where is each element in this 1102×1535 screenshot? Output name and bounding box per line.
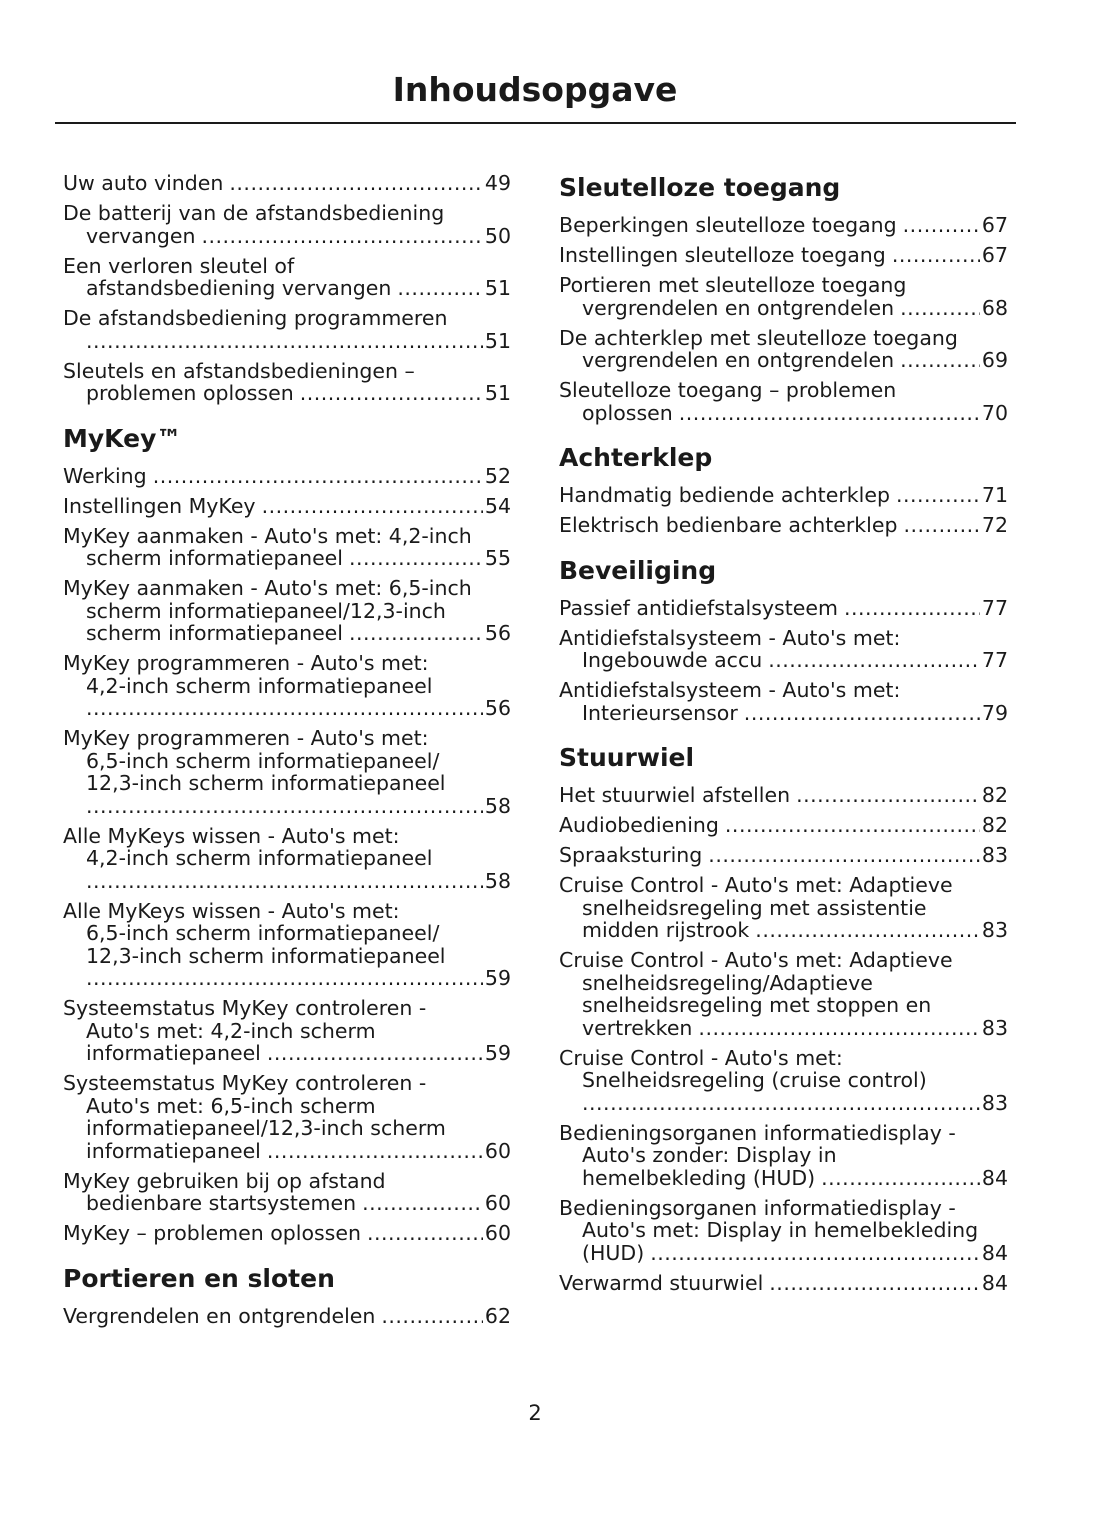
dot-leader — [86, 870, 483, 893]
toc-page-number: 51 — [484, 328, 511, 353]
dot-leader — [86, 697, 483, 720]
toc-page-number: 72 — [981, 513, 1008, 537]
toc-entry[interactable] — [63, 1222, 511, 1245]
toc-entry-line: Audiobediening — [559, 813, 719, 837]
toc-page-number: 67 — [981, 243, 1008, 267]
toc-entry[interactable] — [63, 1305, 511, 1328]
toc-entry-line: 6,5-inch scherm informatiepaneel/ — [86, 921, 440, 945]
dot-leader — [821, 1167, 980, 1190]
dot-leader — [349, 547, 483, 570]
dot-leader — [796, 784, 980, 807]
section-title: Portieren en sloten — [63, 1263, 335, 1293]
toc-entry-line: Alle MyKeys wissen - Auto's met: — [63, 823, 400, 848]
toc-page-number: 70 — [981, 400, 1008, 425]
toc-page-number: 84 — [981, 1240, 1008, 1265]
toc-entry-line: snelheidsregeling met assistentie — [582, 895, 927, 920]
toc-entry[interactable] — [63, 495, 511, 518]
toc-page-number: 56 — [484, 696, 511, 720]
toc-entry-line: Uw auto vinden — [63, 171, 224, 195]
toc-entry-line: Een verloren sleutel of — [63, 253, 295, 278]
toc-entry[interactable] — [63, 172, 511, 195]
dot-leader — [153, 465, 483, 488]
toc-page-number: 50 — [484, 223, 511, 248]
toc-entry-line: MyKey – problemen oplossen — [63, 1221, 361, 1245]
dot-leader — [844, 597, 980, 620]
dot-leader — [744, 702, 980, 725]
toc-entry[interactable] — [559, 244, 1008, 267]
section-title: Sleutelloze toegang — [559, 173, 841, 202]
toc-entry-line: De afstandsbediening programmeren — [63, 306, 448, 330]
toc-entry-line: Bedieningsorganen informatiedisplay - — [559, 1195, 956, 1220]
section-title: Achterklep — [559, 443, 713, 472]
toc-page-number: 77 — [981, 648, 1008, 672]
toc-entry[interactable] — [63, 825, 511, 893]
toc-entry-line: Auto's met: Display in hemelbekleding — [582, 1218, 979, 1242]
toc-entry-line: Interieursensor — [582, 700, 738, 725]
toc-entry-line: Portieren met sleutelloze toegang — [559, 273, 907, 297]
toc-entry-line: MyKey aanmaken - Auto's met: 6,5-inch — [63, 576, 472, 600]
dot-leader — [582, 1092, 980, 1115]
toc-page-number: 51 — [484, 276, 511, 300]
toc-page-number: 77 — [981, 595, 1008, 620]
toc-page-number: 67 — [981, 213, 1008, 237]
toc-entry-line: Instellingen sleutelloze toegang — [559, 243, 886, 267]
dot-leader — [86, 795, 483, 818]
toc-entry-line: Auto's met: 4,2-inch scherm — [86, 1018, 376, 1043]
toc-entry-line: Cruise Control - Auto's met: Adaptieve — [559, 948, 953, 972]
toc-entry[interactable] — [559, 627, 1008, 672]
toc-entry[interactable] — [63, 360, 511, 405]
toc-entry-line: 12,3-inch scherm informatiepaneel — [86, 771, 446, 795]
toc-page-number: 60 — [484, 1221, 511, 1245]
toc-entry[interactable] — [559, 214, 1008, 237]
toc-entry[interactable] — [63, 997, 511, 1065]
toc-page-number: 58 — [484, 868, 511, 893]
toc-entry-line: vergrendelen en ontgrendelen — [582, 348, 895, 372]
toc-entry[interactable] — [63, 900, 511, 990]
toc-entry-line: scherm informatiepaneel — [86, 621, 343, 645]
toc-entry-line: scherm informatiepaneel/12,3-inch — [86, 598, 446, 623]
toc-entry-line: Systeemstatus MyKey controleren - — [63, 996, 427, 1020]
dot-leader — [900, 349, 980, 372]
toc-entry[interactable] — [559, 874, 1008, 942]
toc-entry[interactable] — [559, 1272, 1008, 1295]
toc-page-number: 84 — [981, 1270, 1008, 1295]
page-title: Inhoudsopgave — [392, 70, 678, 109]
dot-leader — [679, 402, 980, 425]
toc-entry-line: bedienbare startsystemen — [86, 1191, 357, 1215]
dot-leader — [362, 1192, 483, 1215]
toc-entry[interactable] — [559, 1197, 1008, 1265]
toc-section — [559, 557, 1008, 725]
toc-page-number: 51 — [484, 381, 511, 405]
toc-entry-line: 12,3-inch scherm informatiepaneel — [86, 943, 446, 968]
dot-leader — [900, 297, 980, 320]
section-title: MyKey™ — [63, 423, 182, 453]
toc-page-number: 59 — [484, 966, 511, 990]
toc-section — [559, 744, 1008, 1294]
toc-entry[interactable] — [63, 1072, 511, 1162]
dot-leader — [769, 1272, 980, 1295]
toc-entry-line: Antidiefstalsysteem - Auto's met: — [559, 678, 901, 702]
toc-entry-line: Cruise Control - Auto's met: — [559, 1045, 843, 1070]
toc-entry-line: De batterij van de afstandsbediening — [63, 201, 445, 225]
toc-entry[interactable] — [63, 465, 511, 488]
dot-leader — [725, 814, 980, 837]
toc-page-number: 83 — [981, 843, 1008, 867]
toc-entry[interactable] — [63, 652, 511, 720]
toc-entry-line: hemelbekleding (HUD) — [582, 1165, 816, 1190]
toc-entry-line: MyKey aanmaken - Auto's met: 4,2-inch — [63, 523, 472, 548]
toc-entry[interactable] — [63, 727, 511, 817]
toc-entry-line: 6,5-inch scherm informatiepaneel/ — [86, 748, 440, 773]
toc-section — [63, 425, 511, 1245]
dot-leader — [86, 967, 483, 990]
toc-page-number: 60 — [484, 1138, 511, 1163]
toc-entry-line: 4,2-inch scherm informatiepaneel — [86, 846, 433, 870]
dot-leader — [768, 649, 980, 672]
toc-page-number: 60 — [484, 1191, 511, 1215]
dot-leader — [262, 495, 483, 518]
dot-leader — [267, 1140, 483, 1163]
toc-entry-line: Vergrendelen en ontgrendelen — [63, 1303, 376, 1328]
dot-leader — [86, 330, 483, 353]
toc-entry[interactable] — [63, 577, 511, 645]
toc-entry[interactable] — [559, 679, 1008, 724]
toc-entry-line: Bedieningsorganen informatiedisplay - — [559, 1120, 956, 1145]
toc-entry[interactable] — [559, 844, 1008, 867]
toc-entry-line: vervangen — [86, 223, 196, 248]
dot-leader — [755, 919, 980, 942]
toc-page-number: 83 — [981, 918, 1008, 942]
toc-entry-line: snelheidsregeling met stoppen en — [582, 993, 932, 1017]
dot-leader — [201, 225, 482, 248]
toc-entry-line: Auto's zonder: Display in — [582, 1143, 837, 1167]
toc-entry-line: informatiepaneel/12,3-inch scherm — [86, 1116, 446, 1140]
dot-leader — [903, 514, 979, 537]
toc-entry-line: Instellingen MyKey — [63, 493, 256, 518]
toc-entry[interactable] — [63, 307, 511, 352]
toc-entry-line: Ingebouwde accu — [582, 648, 763, 672]
toc-right-column — [559, 172, 1008, 1314]
toc-page-number: 69 — [981, 348, 1008, 372]
dot-leader — [708, 844, 980, 867]
toc-section — [63, 172, 511, 405]
toc-entry-line: problemen oplossen — [86, 381, 294, 405]
toc-entry-line: Passief antidiefstalsysteem — [559, 595, 838, 620]
toc-entry-line: informatiepaneel — [86, 1138, 261, 1163]
toc-page-number: 82 — [981, 783, 1008, 807]
toc-page-number: 83 — [981, 1090, 1008, 1115]
toc-page-number: 84 — [981, 1165, 1008, 1190]
toc-entry[interactable] — [559, 514, 1008, 537]
toc-entry-line: Antidiefstalsysteem - Auto's met: — [559, 625, 901, 650]
dot-leader — [381, 1305, 483, 1328]
title-divider — [55, 122, 1016, 124]
toc-entry-line: De achterklep met sleutelloze toegang — [559, 325, 958, 350]
dot-leader — [300, 382, 483, 405]
toc-entry[interactable] — [559, 1047, 1008, 1115]
toc-entry-line: (HUD) — [582, 1240, 645, 1265]
toc-page-number: 54 — [484, 493, 511, 518]
toc-entry-line: Spraaksturing — [559, 843, 703, 867]
toc-page-number: 55 — [484, 546, 511, 570]
dot-leader — [650, 1242, 980, 1265]
toc-entry-line: Snelheidsregeling (cruise control) — [582, 1068, 927, 1092]
toc-left-column — [63, 172, 511, 1347]
toc-entry-line: 4,2-inch scherm informatiepaneel — [86, 673, 433, 698]
toc-page-number: 71 — [981, 483, 1008, 507]
dot-leader — [349, 622, 483, 645]
dot-leader — [892, 244, 980, 267]
dot-leader — [903, 214, 980, 237]
toc-entry-line: Sleutels en afstandsbedieningen – — [63, 358, 415, 383]
dot-leader — [229, 172, 483, 195]
toc-entry-line: MyKey programmeren - Auto's met: — [63, 651, 429, 675]
dot-leader — [698, 1017, 979, 1040]
toc-entry-line: Auto's met: 6,5-inch scherm — [86, 1093, 376, 1118]
toc-page-number: 68 — [981, 295, 1008, 320]
toc-entry[interactable] — [559, 1122, 1008, 1190]
toc-entry[interactable] — [559, 484, 1008, 507]
toc-entry-line: MyKey programmeren - Auto's met: — [63, 726, 429, 750]
toc-section — [63, 1265, 511, 1328]
toc-entry-line: informatiepaneel — [86, 1041, 261, 1065]
toc-entry-line: Werking — [63, 463, 147, 488]
toc-entry[interactable] — [559, 784, 1008, 807]
toc-entry[interactable] — [559, 949, 1008, 1039]
toc-page-number: 79 — [981, 700, 1008, 725]
toc-entry-line: Elektrisch bedienbare achterklep — [559, 513, 898, 537]
toc-section — [559, 444, 1008, 537]
toc-entry[interactable] — [559, 814, 1008, 837]
toc-entry-line: oplossen — [582, 400, 673, 425]
toc-entry[interactable] — [63, 1170, 511, 1215]
toc-entry-line: vergrendelen en ontgrendelen — [582, 295, 895, 320]
toc-entry-line: Verwarmd stuurwiel — [559, 1270, 764, 1295]
toc-page-number: 59 — [484, 1041, 511, 1065]
section-title: Beveiliging — [559, 555, 717, 585]
section-title: Stuurwiel — [559, 743, 695, 772]
toc-entry-line: vertrekken — [582, 1015, 693, 1040]
toc-page-number: 56 — [484, 621, 511, 645]
toc-entry-line: midden rijstrook — [582, 918, 750, 942]
toc-entry-line: Het stuurwiel afstellen — [559, 783, 791, 807]
toc-entry[interactable] — [559, 379, 1008, 424]
toc-section — [559, 174, 1008, 424]
toc-page-number: 52 — [484, 463, 511, 488]
toc-entry-line: Sleutelloze toegang – problemen — [559, 378, 897, 402]
toc-entry-line: Beperkingen sleutelloze toegang — [559, 213, 897, 237]
toc-entry-line: Cruise Control - Auto's met: Adaptieve — [559, 873, 953, 897]
toc-entry[interactable] — [63, 525, 511, 570]
dot-leader — [896, 484, 980, 507]
toc-entry-line: scherm informatiepaneel — [86, 546, 343, 570]
toc-entry[interactable] — [63, 255, 511, 300]
toc-entry-line: Alle MyKeys wissen - Auto's met: — [63, 898, 400, 923]
toc-entry[interactable] — [63, 202, 511, 247]
toc-page-number: 62 — [484, 1303, 511, 1328]
toc-page-number: 83 — [981, 1015, 1008, 1040]
toc-page-number: 82 — [981, 813, 1008, 837]
dot-leader — [267, 1042, 483, 1065]
toc-page-number: 58 — [484, 793, 511, 818]
toc-entry-line: Systeemstatus MyKey controleren - — [63, 1071, 427, 1095]
toc-entry-line: MyKey gebruiken bij op afstand — [63, 1168, 386, 1193]
toc-page-number: 49 — [484, 171, 511, 195]
page-number: 2 — [528, 1401, 542, 1425]
toc-entry[interactable] — [559, 274, 1008, 319]
dot-leader — [397, 277, 483, 300]
toc-entry[interactable] — [559, 327, 1008, 372]
toc-entry-line: Handmatig bediende achterklep — [559, 483, 890, 507]
toc-entry[interactable] — [559, 597, 1008, 620]
toc-entry-line: afstandsbediening vervangen — [86, 276, 392, 300]
dot-leader — [367, 1222, 483, 1245]
toc-entry-line: snelheidsregeling/Adaptieve — [582, 970, 873, 995]
